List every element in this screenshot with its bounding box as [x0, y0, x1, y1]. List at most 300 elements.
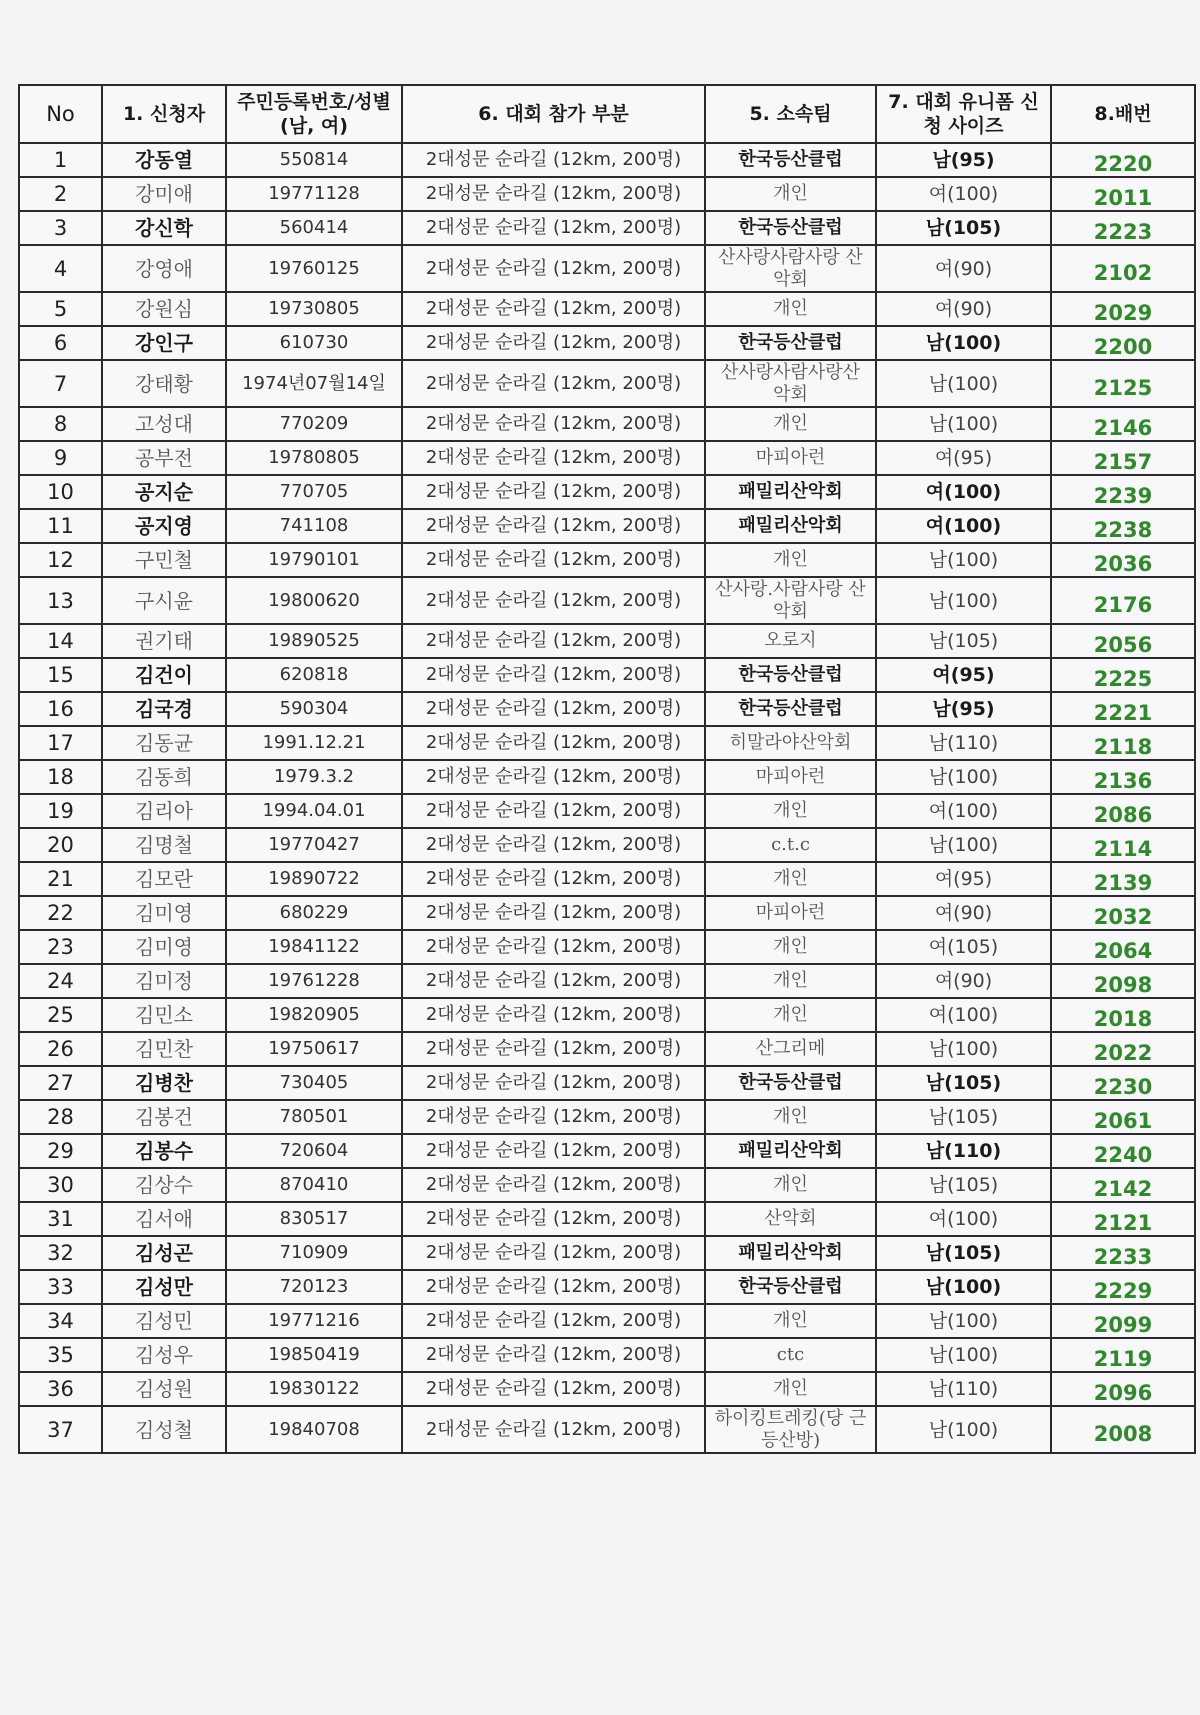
- uniform-size: 남(95): [876, 692, 1051, 726]
- row-no: 14: [19, 624, 102, 658]
- bib-number: 2146: [1051, 407, 1195, 441]
- applicant-name: 김모란: [102, 862, 226, 896]
- id-number: 19841122: [226, 930, 402, 964]
- row-no: 35: [19, 1338, 102, 1372]
- uniform-size: 여(90): [876, 292, 1051, 326]
- bib-number: 2240: [1051, 1134, 1195, 1168]
- id-number: 19771128: [226, 177, 402, 211]
- row-no: 34: [19, 1304, 102, 1338]
- id-number: 730405: [226, 1066, 402, 1100]
- id-number: 19840708: [226, 1406, 402, 1453]
- uniform-size: 남(110): [876, 1372, 1051, 1406]
- bib-number: 2032: [1051, 896, 1195, 930]
- uniform-size: 남(100): [876, 360, 1051, 407]
- bib-number: 2119: [1051, 1338, 1195, 1372]
- applicant-name: 구시윤: [102, 577, 226, 624]
- uniform-size: 여(100): [876, 794, 1051, 828]
- row-no: 4: [19, 245, 102, 292]
- bib-number: 2225: [1051, 658, 1195, 692]
- team-name: 개인: [705, 177, 876, 211]
- table-row: [19, 292, 1195, 326]
- applicant-name: 김국경: [102, 692, 226, 726]
- uniform-size: 여(90): [876, 964, 1051, 998]
- applicant-name: 김성철: [102, 1406, 226, 1453]
- applicant-name: 강인구: [102, 326, 226, 360]
- row-no: 24: [19, 964, 102, 998]
- team-name: 한국등산클럽: [705, 1270, 876, 1304]
- row-no: 7: [19, 360, 102, 407]
- bib-number: 2125: [1051, 360, 1195, 407]
- row-no: 16: [19, 692, 102, 726]
- table-row: [19, 1338, 1195, 1372]
- course-name: 2대성문 순라길 (12km, 200명): [402, 624, 705, 658]
- row-no: 13: [19, 577, 102, 624]
- id-number: 1974년07월14일: [226, 360, 402, 407]
- course-name: 2대성문 순라길 (12km, 200명): [402, 1134, 705, 1168]
- team-name: 개인: [705, 964, 876, 998]
- course-name: 2대성문 순라길 (12km, 200명): [402, 543, 705, 577]
- course-name: 2대성문 순라길 (12km, 200명): [402, 211, 705, 245]
- row-no: 37: [19, 1406, 102, 1453]
- header-team: 5. 소속팀: [705, 85, 876, 143]
- course-name: 2대성문 순라길 (12km, 200명): [402, 143, 705, 177]
- team-name: 패밀리산악회: [705, 509, 876, 543]
- uniform-size: 남(105): [876, 624, 1051, 658]
- bib-number: 2056: [1051, 624, 1195, 658]
- team-name: 패밀리산악회: [705, 1134, 876, 1168]
- header-bib: 8.배번: [1051, 85, 1195, 143]
- course-name: 2대성문 순라길 (12km, 200명): [402, 292, 705, 326]
- row-no: 27: [19, 1066, 102, 1100]
- table-row: [19, 692, 1195, 726]
- id-number: 550814: [226, 143, 402, 177]
- course-name: 2대성문 순라길 (12km, 200명): [402, 1202, 705, 1236]
- uniform-size: 여(90): [876, 896, 1051, 930]
- id-number: 19800620: [226, 577, 402, 624]
- table-row: [19, 862, 1195, 896]
- uniform-size: 여(100): [876, 475, 1051, 509]
- course-name: 2대성문 순라길 (12km, 200명): [402, 1066, 705, 1100]
- applicant-name: 김리아: [102, 794, 226, 828]
- uniform-size: 남(105): [876, 1168, 1051, 1202]
- id-number: 870410: [226, 1168, 402, 1202]
- applicant-name: 구민철: [102, 543, 226, 577]
- course-name: 2대성문 순라길 (12km, 200명): [402, 726, 705, 760]
- course-name: 2대성문 순라길 (12km, 200명): [402, 360, 705, 407]
- bib-number: 2136: [1051, 760, 1195, 794]
- registration-table: [18, 84, 1196, 1454]
- row-no: 2: [19, 177, 102, 211]
- table-row: [19, 1134, 1195, 1168]
- course-name: 2대성문 순라길 (12km, 200명): [402, 1270, 705, 1304]
- course-name: 2대성문 순라길 (12km, 200명): [402, 326, 705, 360]
- id-number: 560414: [226, 211, 402, 245]
- applicant-name: 김민찬: [102, 1032, 226, 1066]
- team-name: 하이킹트레킹(당 근등산방): [705, 1406, 876, 1453]
- id-number: 19830122: [226, 1372, 402, 1406]
- table-row: [19, 1100, 1195, 1134]
- header-no: No: [19, 85, 102, 143]
- uniform-size: 여(100): [876, 998, 1051, 1032]
- bib-number: 2229: [1051, 1270, 1195, 1304]
- id-number: 19790101: [226, 543, 402, 577]
- table-row: [19, 1372, 1195, 1406]
- course-name: 2대성문 순라길 (12km, 200명): [402, 577, 705, 624]
- applicant-name: 김서애: [102, 1202, 226, 1236]
- table-row: [19, 1236, 1195, 1270]
- table-row: [19, 245, 1195, 292]
- row-no: 23: [19, 930, 102, 964]
- table-row: [19, 794, 1195, 828]
- uniform-size: 여(100): [876, 177, 1051, 211]
- applicant-name: 김동균: [102, 726, 226, 760]
- team-name: 마피아런: [705, 760, 876, 794]
- bib-number: 2239: [1051, 475, 1195, 509]
- course-name: 2대성문 순라길 (12km, 200명): [402, 1032, 705, 1066]
- table-row: [19, 143, 1195, 177]
- applicant-name: 권기태: [102, 624, 226, 658]
- team-name: 마피아런: [705, 441, 876, 475]
- team-name: 개인: [705, 1304, 876, 1338]
- uniform-size: 남(100): [876, 1270, 1051, 1304]
- header-name: 1. 신청자: [102, 85, 226, 143]
- id-number: 590304: [226, 692, 402, 726]
- bib-number: 2096: [1051, 1372, 1195, 1406]
- bib-number: 2086: [1051, 794, 1195, 828]
- uniform-size: 여(100): [876, 509, 1051, 543]
- table-row: [19, 211, 1195, 245]
- team-name: 개인: [705, 292, 876, 326]
- id-number: 610730: [226, 326, 402, 360]
- id-number: 19770427: [226, 828, 402, 862]
- bib-number: 2238: [1051, 509, 1195, 543]
- uniform-size: 남(105): [876, 1066, 1051, 1100]
- bib-number: 2036: [1051, 543, 1195, 577]
- course-name: 2대성문 순라길 (12km, 200명): [402, 1304, 705, 1338]
- team-name: 마피아런: [705, 896, 876, 930]
- uniform-size: 여(95): [876, 658, 1051, 692]
- applicant-name: 김민소: [102, 998, 226, 1032]
- id-number: 830517: [226, 1202, 402, 1236]
- applicant-name: 강동열: [102, 143, 226, 177]
- id-number: 19761228: [226, 964, 402, 998]
- id-number: 620818: [226, 658, 402, 692]
- bib-number: 2223: [1051, 211, 1195, 245]
- header-id: 주민등록번호/성별 (남, 여): [226, 85, 402, 143]
- table-row: [19, 1202, 1195, 1236]
- team-name: 산사랑사람사랑 산악회: [705, 245, 876, 292]
- id-number: 19890525: [226, 624, 402, 658]
- course-name: 2대성문 순라길 (12km, 200명): [402, 964, 705, 998]
- id-number: 770705: [226, 475, 402, 509]
- course-name: 2대성문 순라길 (12km, 200명): [402, 896, 705, 930]
- applicant-name: 김병찬: [102, 1066, 226, 1100]
- team-name: 히말라야산악회: [705, 726, 876, 760]
- id-number: 710909: [226, 1236, 402, 1270]
- table-row: [19, 441, 1195, 475]
- course-name: 2대성문 순라길 (12km, 200명): [402, 441, 705, 475]
- header-course: 6. 대회 참가 부분: [402, 85, 705, 143]
- applicant-name: 김명철: [102, 828, 226, 862]
- table-row: [19, 760, 1195, 794]
- course-name: 2대성문 순라길 (12km, 200명): [402, 998, 705, 1032]
- team-name: 한국등산클럽: [705, 658, 876, 692]
- bib-number: 2200: [1051, 326, 1195, 360]
- applicant-name: 강신학: [102, 211, 226, 245]
- team-name: 한국등산클럽: [705, 692, 876, 726]
- registration-sheet: [18, 84, 1194, 1454]
- applicant-name: 김미정: [102, 964, 226, 998]
- id-number: 1991.12.21: [226, 726, 402, 760]
- table-row: [19, 509, 1195, 543]
- course-name: 2대성문 순라길 (12km, 200명): [402, 828, 705, 862]
- id-number: 19760125: [226, 245, 402, 292]
- id-number: 19780805: [226, 441, 402, 475]
- table-row: [19, 1066, 1195, 1100]
- id-number: 19730805: [226, 292, 402, 326]
- bib-number: 2121: [1051, 1202, 1195, 1236]
- course-name: 2대성문 순라길 (12km, 200명): [402, 1338, 705, 1372]
- uniform-size: 여(95): [876, 862, 1051, 896]
- team-name: 산그리메: [705, 1032, 876, 1066]
- course-name: 2대성문 순라길 (12km, 200명): [402, 692, 705, 726]
- header-row: [19, 85, 1195, 143]
- team-name: 오로지: [705, 624, 876, 658]
- uniform-size: 여(95): [876, 441, 1051, 475]
- table-row: [19, 577, 1195, 624]
- row-no: 19: [19, 794, 102, 828]
- id-number: 1979.3.2: [226, 760, 402, 794]
- bib-number: 2221: [1051, 692, 1195, 726]
- row-no: 22: [19, 896, 102, 930]
- table-row: [19, 1168, 1195, 1202]
- uniform-size: 남(105): [876, 211, 1051, 245]
- table-row: [19, 360, 1195, 407]
- bib-number: 2139: [1051, 862, 1195, 896]
- course-name: 2대성문 순라길 (12km, 200명): [402, 177, 705, 211]
- table-row: [19, 964, 1195, 998]
- applicant-name: 김성만: [102, 1270, 226, 1304]
- id-number: 720123: [226, 1270, 402, 1304]
- uniform-size: 여(90): [876, 245, 1051, 292]
- table-row: [19, 998, 1195, 1032]
- bib-number: 2157: [1051, 441, 1195, 475]
- course-name: 2대성문 순라길 (12km, 200명): [402, 1168, 705, 1202]
- row-no: 9: [19, 441, 102, 475]
- team-name: 한국등산클럽: [705, 143, 876, 177]
- table-body: [19, 143, 1195, 1453]
- row-no: 20: [19, 828, 102, 862]
- row-no: 15: [19, 658, 102, 692]
- team-name: 한국등산클럽: [705, 326, 876, 360]
- uniform-size: 남(100): [876, 1304, 1051, 1338]
- team-name: 개인: [705, 930, 876, 964]
- bib-number: 2008: [1051, 1406, 1195, 1453]
- team-name: 한국등산클럽: [705, 1066, 876, 1100]
- uniform-size: 남(100): [876, 577, 1051, 624]
- row-no: 32: [19, 1236, 102, 1270]
- team-name: 개인: [705, 1100, 876, 1134]
- course-name: 2대성문 순라길 (12km, 200명): [402, 658, 705, 692]
- course-name: 2대성문 순라길 (12km, 200명): [402, 930, 705, 964]
- applicant-name: 김성곤: [102, 1236, 226, 1270]
- team-name: 산악회: [705, 1202, 876, 1236]
- applicant-name: 김미영: [102, 930, 226, 964]
- applicant-name: 공지순: [102, 475, 226, 509]
- applicant-name: 김건이: [102, 658, 226, 692]
- row-no: 11: [19, 509, 102, 543]
- team-name: 패밀리산악회: [705, 475, 876, 509]
- table-row: [19, 896, 1195, 930]
- id-number: 19890722: [226, 862, 402, 896]
- bib-number: 2099: [1051, 1304, 1195, 1338]
- uniform-size: 남(100): [876, 1032, 1051, 1066]
- uniform-size: 남(100): [876, 407, 1051, 441]
- row-no: 29: [19, 1134, 102, 1168]
- applicant-name: 김봉건: [102, 1100, 226, 1134]
- uniform-size: 남(100): [876, 760, 1051, 794]
- applicant-name: 김성우: [102, 1338, 226, 1372]
- table-row: [19, 930, 1195, 964]
- table-row: [19, 658, 1195, 692]
- applicant-name: 김봉수: [102, 1134, 226, 1168]
- row-no: 31: [19, 1202, 102, 1236]
- team-name: 개인: [705, 794, 876, 828]
- bib-number: 2064: [1051, 930, 1195, 964]
- id-number: 1994.04.01: [226, 794, 402, 828]
- course-name: 2대성문 순라길 (12km, 200명): [402, 407, 705, 441]
- row-no: 6: [19, 326, 102, 360]
- uniform-size: 여(100): [876, 1202, 1051, 1236]
- applicant-name: 고성대: [102, 407, 226, 441]
- id-number: 19750617: [226, 1032, 402, 1066]
- row-no: 33: [19, 1270, 102, 1304]
- applicant-name: 김성원: [102, 1372, 226, 1406]
- id-number: 680229: [226, 896, 402, 930]
- row-no: 30: [19, 1168, 102, 1202]
- applicant-name: 김미영: [102, 896, 226, 930]
- table-row: [19, 407, 1195, 441]
- bib-number: 2114: [1051, 828, 1195, 862]
- uniform-size: 남(95): [876, 143, 1051, 177]
- table-row: [19, 326, 1195, 360]
- bib-number: 2098: [1051, 964, 1195, 998]
- row-no: 3: [19, 211, 102, 245]
- table-row: [19, 1304, 1195, 1338]
- course-name: 2대성문 순라길 (12km, 200명): [402, 475, 705, 509]
- team-name: 개인: [705, 998, 876, 1032]
- course-name: 2대성문 순라길 (12km, 200명): [402, 509, 705, 543]
- id-number: 720604: [226, 1134, 402, 1168]
- row-no: 18: [19, 760, 102, 794]
- course-name: 2대성문 순라길 (12km, 200명): [402, 862, 705, 896]
- table-row: [19, 828, 1195, 862]
- course-name: 2대성문 순라길 (12km, 200명): [402, 245, 705, 292]
- uniform-size: 남(100): [876, 828, 1051, 862]
- table-row: [19, 1032, 1195, 1066]
- team-name: 산사랑.사람사랑 산악회: [705, 577, 876, 624]
- bib-number: 2061: [1051, 1100, 1195, 1134]
- id-number: 19771216: [226, 1304, 402, 1338]
- bib-number: 2011: [1051, 177, 1195, 211]
- applicant-name: 공부전: [102, 441, 226, 475]
- bib-number: 2018: [1051, 998, 1195, 1032]
- row-no: 17: [19, 726, 102, 760]
- row-no: 5: [19, 292, 102, 326]
- applicant-name: 공지영: [102, 509, 226, 543]
- uniform-size: 남(105): [876, 1236, 1051, 1270]
- row-no: 12: [19, 543, 102, 577]
- team-name: 한국등산클럽: [705, 211, 876, 245]
- applicant-name: 강태황: [102, 360, 226, 407]
- applicant-name: 강원심: [102, 292, 226, 326]
- uniform-size: 남(110): [876, 726, 1051, 760]
- row-no: 10: [19, 475, 102, 509]
- course-name: 2대성문 순라길 (12km, 200명): [402, 1406, 705, 1453]
- uniform-size: 남(105): [876, 1100, 1051, 1134]
- bib-number: 2142: [1051, 1168, 1195, 1202]
- team-name: c.t.c: [705, 828, 876, 862]
- bib-number: 2022: [1051, 1032, 1195, 1066]
- row-no: 26: [19, 1032, 102, 1066]
- row-no: 8: [19, 407, 102, 441]
- row-no: 28: [19, 1100, 102, 1134]
- bib-number: 2102: [1051, 245, 1195, 292]
- uniform-size: 남(100): [876, 1338, 1051, 1372]
- row-no: 25: [19, 998, 102, 1032]
- bib-number: 2230: [1051, 1066, 1195, 1100]
- bib-number: 2118: [1051, 726, 1195, 760]
- uniform-size: 남(110): [876, 1134, 1051, 1168]
- id-number: 19850419: [226, 1338, 402, 1372]
- header-size: 7. 대회 유니폼 신청 사이즈: [876, 85, 1051, 143]
- course-name: 2대성문 순라길 (12km, 200명): [402, 1372, 705, 1406]
- bib-number: 2233: [1051, 1236, 1195, 1270]
- table-row: [19, 543, 1195, 577]
- team-name: 개인: [705, 862, 876, 896]
- bib-number: 2176: [1051, 577, 1195, 624]
- course-name: 2대성문 순라길 (12km, 200명): [402, 760, 705, 794]
- uniform-size: 남(100): [876, 543, 1051, 577]
- team-name: 개인: [705, 543, 876, 577]
- table-row: [19, 726, 1195, 760]
- course-name: 2대성문 순라길 (12km, 200명): [402, 1236, 705, 1270]
- team-name: ctc: [705, 1338, 876, 1372]
- uniform-size: 남(100): [876, 326, 1051, 360]
- team-name: 개인: [705, 1372, 876, 1406]
- id-number: 19820905: [226, 998, 402, 1032]
- row-no: 1: [19, 143, 102, 177]
- table-row: [19, 624, 1195, 658]
- bib-number: 2029: [1051, 292, 1195, 326]
- row-no: 36: [19, 1372, 102, 1406]
- table-row: [19, 1270, 1195, 1304]
- applicant-name: 김동희: [102, 760, 226, 794]
- id-number: 770209: [226, 407, 402, 441]
- table-row: [19, 1406, 1195, 1453]
- team-name: 패밀리산악회: [705, 1236, 876, 1270]
- team-name: 개인: [705, 407, 876, 441]
- applicant-name: 김성민: [102, 1304, 226, 1338]
- team-name: 개인: [705, 1168, 876, 1202]
- id-number: 780501: [226, 1100, 402, 1134]
- bib-number: 2220: [1051, 143, 1195, 177]
- table-row: [19, 177, 1195, 211]
- id-number: 741108: [226, 509, 402, 543]
- applicant-name: 강미애: [102, 177, 226, 211]
- applicant-name: 김상수: [102, 1168, 226, 1202]
- table-row: [19, 475, 1195, 509]
